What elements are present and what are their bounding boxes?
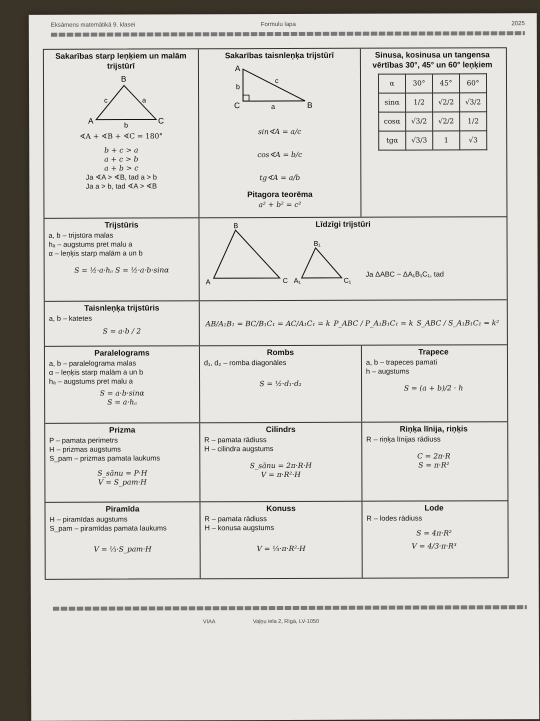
vertex-label: A bbox=[234, 64, 241, 74]
volume-formula: V = ⅓·π·R²·H bbox=[256, 543, 306, 554]
pythagoras-formula: a² + b² = c² bbox=[258, 199, 302, 210]
header-exam: Eksāmens matemātikā 9. klasei bbox=[50, 22, 136, 29]
header-title: Formulu lapa bbox=[260, 21, 296, 29]
volume-formula: V = S_pam·H bbox=[98, 477, 147, 487]
area-formula: S = a·b·sinα bbox=[99, 388, 145, 398]
inequality: b + c > a bbox=[104, 145, 139, 155]
definition: a, b – trijstūra malas bbox=[48, 230, 114, 240]
cell-title: Sinusa, kosinusa un tangensa vērtības 30°, 45° un 60° leņķiem bbox=[372, 50, 493, 70]
definition: P – pamata perimetrs bbox=[49, 435, 118, 445]
angle-rule: Ja ∢A > ∢B, tad a > b bbox=[85, 172, 157, 182]
header-year: 2025 bbox=[511, 21, 525, 28]
formula: S_sānu = 2π·R·H bbox=[249, 460, 312, 471]
definition: R – lodes rādiuss bbox=[366, 513, 423, 523]
table-cell: sinα bbox=[379, 93, 406, 112]
definition: a, b – paralelograma malas bbox=[48, 358, 137, 368]
surface-formula: S = 4π·R² bbox=[416, 528, 452, 538]
similar-triangles-diagram bbox=[201, 220, 361, 287]
cell-prism bbox=[45, 423, 200, 502]
inequality: a + c > b bbox=[104, 154, 139, 164]
area-formula: S = π·R² bbox=[418, 460, 450, 470]
angle-sum: ∢A + ∢B + ∢C = 180° bbox=[79, 131, 163, 141]
cell-pyramid bbox=[45, 502, 200, 579]
triangle-diagram bbox=[48, 71, 193, 130]
cell-title: Paralelograms bbox=[94, 348, 150, 358]
area-ratio: S_ABC / S_A₁B₁C₁ = k² bbox=[416, 317, 500, 328]
cell-cone bbox=[200, 502, 362, 579]
cell-right-triangle bbox=[199, 49, 362, 218]
cell-similarity-ratios bbox=[200, 300, 505, 345]
definition: H – piramīdas augstums bbox=[49, 514, 128, 524]
table-header: 60° bbox=[459, 74, 486, 93]
perimeter-ratio: P_ABC / P_A₁B₁C₁ = k bbox=[333, 318, 414, 328]
vertex-label: A bbox=[88, 116, 94, 126]
table-cell: tgα bbox=[379, 131, 406, 150]
cell-angle-relations bbox=[44, 49, 200, 218]
vertex-label: C bbox=[282, 277, 288, 286]
row-triangles bbox=[44, 48, 507, 219]
trig-values-table bbox=[378, 73, 487, 150]
formula-grid bbox=[43, 47, 509, 580]
sine-formula: sin∢A = a/c bbox=[258, 126, 302, 137]
formula-sheet bbox=[29, 13, 539, 721]
area-formula: S = ½·d₁·d₂ bbox=[259, 378, 302, 389]
table-row bbox=[379, 131, 487, 150]
cell-title: Trapece bbox=[418, 347, 449, 357]
cell-title: Lode bbox=[424, 503, 444, 513]
definition: R – pamata rādiuss bbox=[204, 435, 267, 445]
footer-address: Vaļņu iela 2, Rīgā, LV-1050 bbox=[252, 618, 320, 626]
definition: α – leņķis starp malām a un b bbox=[49, 367, 144, 377]
tangent-formula: tg∢A = a/b bbox=[259, 172, 301, 183]
table-row bbox=[379, 93, 487, 112]
side-label: c bbox=[104, 97, 108, 105]
definition: h – augstums bbox=[365, 366, 410, 376]
formula: C = 2π·R bbox=[417, 451, 451, 461]
vertex-label: B bbox=[120, 74, 127, 84]
cell-title: Piramīda bbox=[105, 504, 140, 514]
cell-title: Rombs bbox=[266, 347, 295, 358]
cell-title: Taisnleņķa trijstūris bbox=[84, 303, 160, 313]
side-ratio: AB/A₁B₁ = BC/B₁C₁ = AC/A₁C₁ = k bbox=[205, 318, 331, 328]
table-cell: 1 bbox=[433, 131, 460, 150]
side-label: c bbox=[274, 78, 279, 86]
footer-agency: VIAA bbox=[202, 619, 216, 626]
cell-cylinder bbox=[200, 423, 362, 502]
table-cell: 1/2 bbox=[406, 93, 433, 112]
row-quadrilaterals bbox=[45, 345, 507, 424]
cell-rhombus bbox=[200, 346, 362, 423]
table-cell: √3 bbox=[460, 131, 487, 150]
side-label: a bbox=[142, 97, 146, 105]
cell-parallelogram bbox=[45, 346, 200, 423]
area-formula: S = (a + b)/2 · h bbox=[404, 383, 464, 393]
definition: H – cilindra augstums bbox=[204, 444, 274, 454]
volume-formula: V = π·R²·H bbox=[261, 469, 301, 480]
footer-stripe bbox=[53, 605, 527, 611]
cell-circle bbox=[362, 422, 505, 500]
cell-title: Sakarības starp leņķiem un malām trijstūrī bbox=[55, 51, 187, 71]
volume-formula: V = 4/3·π·R³ bbox=[411, 541, 457, 551]
table-cell: √3/3 bbox=[406, 131, 433, 150]
definition: hₐ – augstums pret malu a bbox=[49, 376, 133, 386]
page-footer bbox=[53, 618, 527, 626]
cell-title: Sakarības taisnleņķa trijstūrī bbox=[224, 50, 334, 61]
cell-right-triangle-area bbox=[45, 301, 200, 346]
angle-rule: Ja a > b, tad ∢A > ∢B bbox=[85, 181, 157, 191]
table-row bbox=[379, 112, 487, 131]
vertex-label: A bbox=[205, 279, 211, 287]
cell-title: Konuss bbox=[266, 503, 296, 514]
area-formula: S = a·hₐ bbox=[107, 397, 137, 407]
definition: R – riņķa līnijas rādiuss bbox=[366, 434, 441, 444]
cell-triangle bbox=[44, 218, 199, 301]
table-cell: √3/2 bbox=[460, 93, 487, 112]
vertex-label: B bbox=[233, 223, 239, 231]
cell-trig-table bbox=[361, 48, 505, 216]
definition: S_pam – prizmas pamata laukums bbox=[49, 453, 160, 463]
inequality: a + b > c bbox=[104, 163, 139, 173]
vertex-label: B bbox=[307, 100, 313, 110]
table-cell: cosα bbox=[379, 112, 406, 131]
table-header: 30° bbox=[405, 74, 432, 93]
row-triangle-similar bbox=[44, 217, 506, 302]
definition: hₐ – augstums pret malu a bbox=[48, 239, 133, 249]
vertex-label: C bbox=[234, 101, 240, 111]
definition: S_pam – piramīdas pamata laukums bbox=[49, 523, 167, 533]
formula: S_sānu = P·H bbox=[97, 468, 148, 478]
cosine-formula: cos∢A = b/c bbox=[257, 149, 303, 160]
similarity-statement: Ja ΔABC ~ ΔA₁B₁C₁, tad bbox=[365, 269, 444, 279]
definition: a, b – trapeces pamati bbox=[365, 357, 438, 367]
header-stripe bbox=[51, 31, 525, 37]
cell-similar-triangles bbox=[199, 217, 504, 300]
row-solids-2 bbox=[45, 501, 507, 579]
table-cell: √2/2 bbox=[433, 112, 460, 131]
cell-title: Prizma bbox=[109, 425, 136, 435]
table-cell: 1/2 bbox=[460, 112, 487, 131]
vertex-label: C bbox=[158, 116, 164, 126]
table-cell: √2/2 bbox=[433, 93, 460, 112]
row-solids-1 bbox=[45, 422, 507, 503]
area-formula: S = ½·a·hₐ S = ½·a·b·sinα bbox=[74, 265, 170, 275]
cell-title: Riņķa līnija, riņķis bbox=[399, 424, 468, 434]
table-cell: √3/2 bbox=[406, 112, 433, 131]
row-right-triangle-ratios bbox=[45, 300, 507, 347]
right-triangle-diagram bbox=[203, 61, 355, 112]
definition: R – pamata rādiuss bbox=[204, 514, 267, 524]
table-header: α bbox=[378, 74, 405, 93]
vertex-label: B₁ bbox=[313, 240, 321, 248]
cell-title: Cilindrs bbox=[265, 424, 296, 435]
vertex-label: C₁ bbox=[343, 277, 352, 285]
definition: H – konusa augstums bbox=[204, 523, 275, 533]
cell-title: Līdzīgi trijstūri bbox=[315, 219, 371, 229]
page-header bbox=[50, 21, 525, 29]
definition: α – leņķis starp malām a un b bbox=[48, 248, 143, 258]
cell-sphere bbox=[362, 501, 505, 577]
definition: d₁, d₂ – romba diagonāles bbox=[203, 357, 287, 368]
pythagoras-title: Pitagora teorēma bbox=[247, 189, 313, 200]
cell-trapezoid bbox=[362, 345, 505, 421]
definition: H – prizmas augstums bbox=[49, 444, 121, 454]
definition: a, b – katetes bbox=[48, 313, 93, 323]
volume-formula: V = ⅓·S_pam·H bbox=[93, 544, 152, 554]
area-formula: S = a·b / 2 bbox=[102, 326, 142, 336]
side-label: a bbox=[271, 104, 276, 112]
cell-title: Trijstūris bbox=[104, 220, 139, 230]
vertex-label: A₁ bbox=[293, 277, 301, 285]
side-label: b bbox=[236, 84, 240, 92]
side-label: b bbox=[124, 122, 129, 130]
table-header-row bbox=[378, 74, 486, 93]
table-header: 45° bbox=[432, 74, 459, 93]
